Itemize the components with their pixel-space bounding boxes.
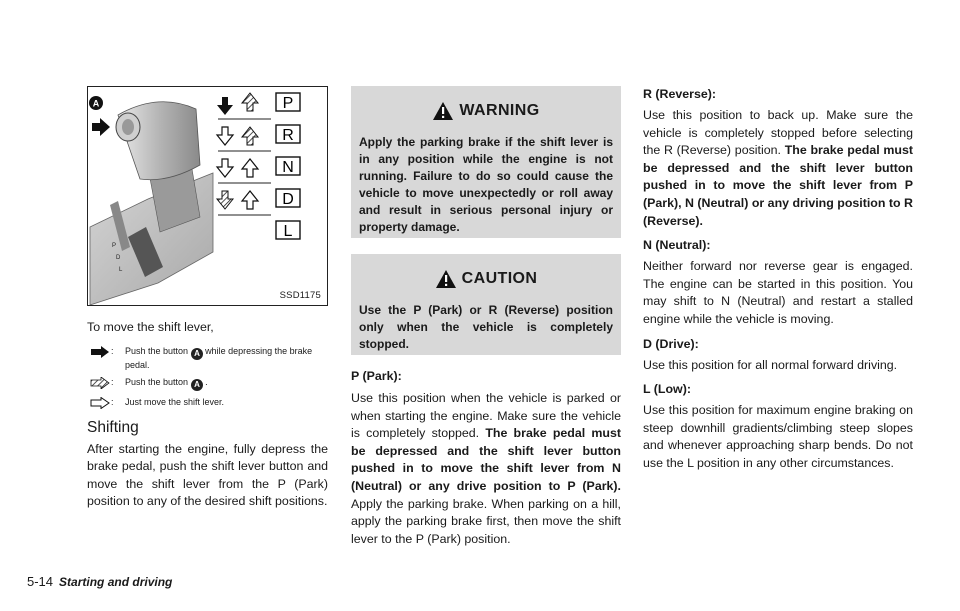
- figure-code: SSD1175: [279, 290, 321, 301]
- hatched-arrow-icon: [89, 377, 111, 389]
- warning-header: [359, 94, 613, 128]
- gate-letter-p: P: [112, 243, 117, 249]
- badge-a-icon: A: [191, 379, 203, 391]
- gear-letter-d: D: [282, 191, 294, 208]
- legend-colon: :: [111, 376, 114, 387]
- gear-letter-n: N: [282, 159, 294, 176]
- intro-text: To move the shift lever,: [87, 320, 214, 334]
- warning-title: WARNING: [459, 102, 540, 119]
- park-body: Use this position when the vehicle is parked or when starting the engine. Make sure the vehicle is completely stopped. The brake pedal must be depressed and the shift lever button pushed in to move the shift lever from N (Neutral) or any drive position to P (Park). Apply the parking brake. When parking on a hill, apply the parking brake first, then move the shift lever to the P (Park) position.: [351, 391, 621, 546]
- outline-down-arrow-icon: [217, 159, 233, 177]
- low-body: Use this position for maximum engine braking on steep downhill gradients/climbing steep slopes and whenever approaching sharp bends. Do not use the L position in any other circumstances.: [643, 403, 913, 470]
- shifting-heading: Shifting: [87, 418, 139, 436]
- reverse-heading: R (Reverse):: [643, 87, 716, 101]
- legend-colon: :: [111, 345, 114, 356]
- caution-text: Use the P (Park) or R (Reverse) position only when the vehicle is completely stopped.: [359, 303, 613, 351]
- reverse-body: Use this position to back up. Make sure the vehicle is completely stopped before selecting the R (Reverse) position. The brake pedal must be depressed and the shift lever button pushed in to move the shift lever from P (Park), N (Neutral) or any driving position to R (Reverse).: [643, 108, 913, 228]
- hatched-up-arrow-icon: [242, 93, 258, 111]
- hatched-up-arrow-icon: [242, 127, 258, 145]
- left-column: [87, 86, 328, 511]
- solid-arrow-icon: [89, 346, 111, 358]
- solid-down-arrow-icon: [217, 97, 233, 115]
- caution-triangle-icon: [435, 269, 457, 289]
- legend-item: [87, 377, 328, 391]
- outline-arrow-icon: [89, 397, 111, 409]
- legend-text: Push the button A .: [125, 376, 208, 389]
- page-number: 5-14: [27, 574, 54, 589]
- right-column: [643, 86, 913, 473]
- hatched-down-arrow-icon: [217, 191, 233, 209]
- legend-text: Push the button A while depressing the brake pedal.: [125, 345, 313, 370]
- gate-letter-l: L: [119, 267, 123, 273]
- caution-header: [359, 262, 613, 296]
- park-heading: P (Park):: [351, 369, 402, 383]
- neutral-heading: N (Neutral):: [643, 238, 711, 253]
- page-footer: [27, 574, 172, 589]
- drive-heading: D (Drive):: [643, 336, 699, 351]
- legend-colon: :: [111, 396, 114, 407]
- gear-letter-r: R: [282, 127, 294, 144]
- footer-section: Starting and driving: [59, 575, 173, 589]
- gate-letter-d: D: [116, 255, 121, 261]
- legend-list: [87, 346, 328, 409]
- shift-lever-illustration: [88, 87, 327, 305]
- warning-triangle-icon: [432, 101, 454, 121]
- gear-letter-p: P: [282, 95, 294, 112]
- badge-a-icon: A: [191, 348, 203, 360]
- caution-box: [351, 254, 621, 355]
- caution-title: CAUTION: [461, 270, 538, 287]
- shifting-body: After starting the engine, fully depress the brake pedal, push the shift lever button and move the shift lever from the P (Park) position to any of the desired shift positions.: [87, 441, 328, 509]
- legend-text: Just move the shift lever.: [125, 396, 225, 407]
- low-heading: L (Low):: [643, 382, 691, 397]
- drive-body: Use this position for all normal forward driving.: [643, 357, 898, 372]
- callout-a-letter: A: [92, 98, 100, 109]
- shift-lever-figure: [87, 86, 328, 306]
- warning-text: Apply the parking brake if the shift lever is in any position while the engine is not running. Failure to do so could cause the vehicle to move unexpectedly or roll away and result in serious personal injury or property damage.: [359, 135, 613, 234]
- gear-letter-l: L: [283, 223, 293, 240]
- legend-item: [87, 346, 328, 371]
- outline-up-arrow-icon: [242, 159, 258, 177]
- push-arrow-icon: [92, 118, 110, 136]
- warning-box: [351, 86, 621, 238]
- outline-down-arrow-icon: [217, 127, 233, 145]
- legend-item: [87, 397, 328, 409]
- middle-column: [351, 86, 621, 548]
- neutral-body: Neither forward nor reverse gear is engaged. The engine can be started in this position. You may shift to N (Neutral) and restart a stalled engine while the vehicle is moving.: [643, 259, 913, 326]
- outline-up-arrow-icon: [242, 191, 258, 209]
